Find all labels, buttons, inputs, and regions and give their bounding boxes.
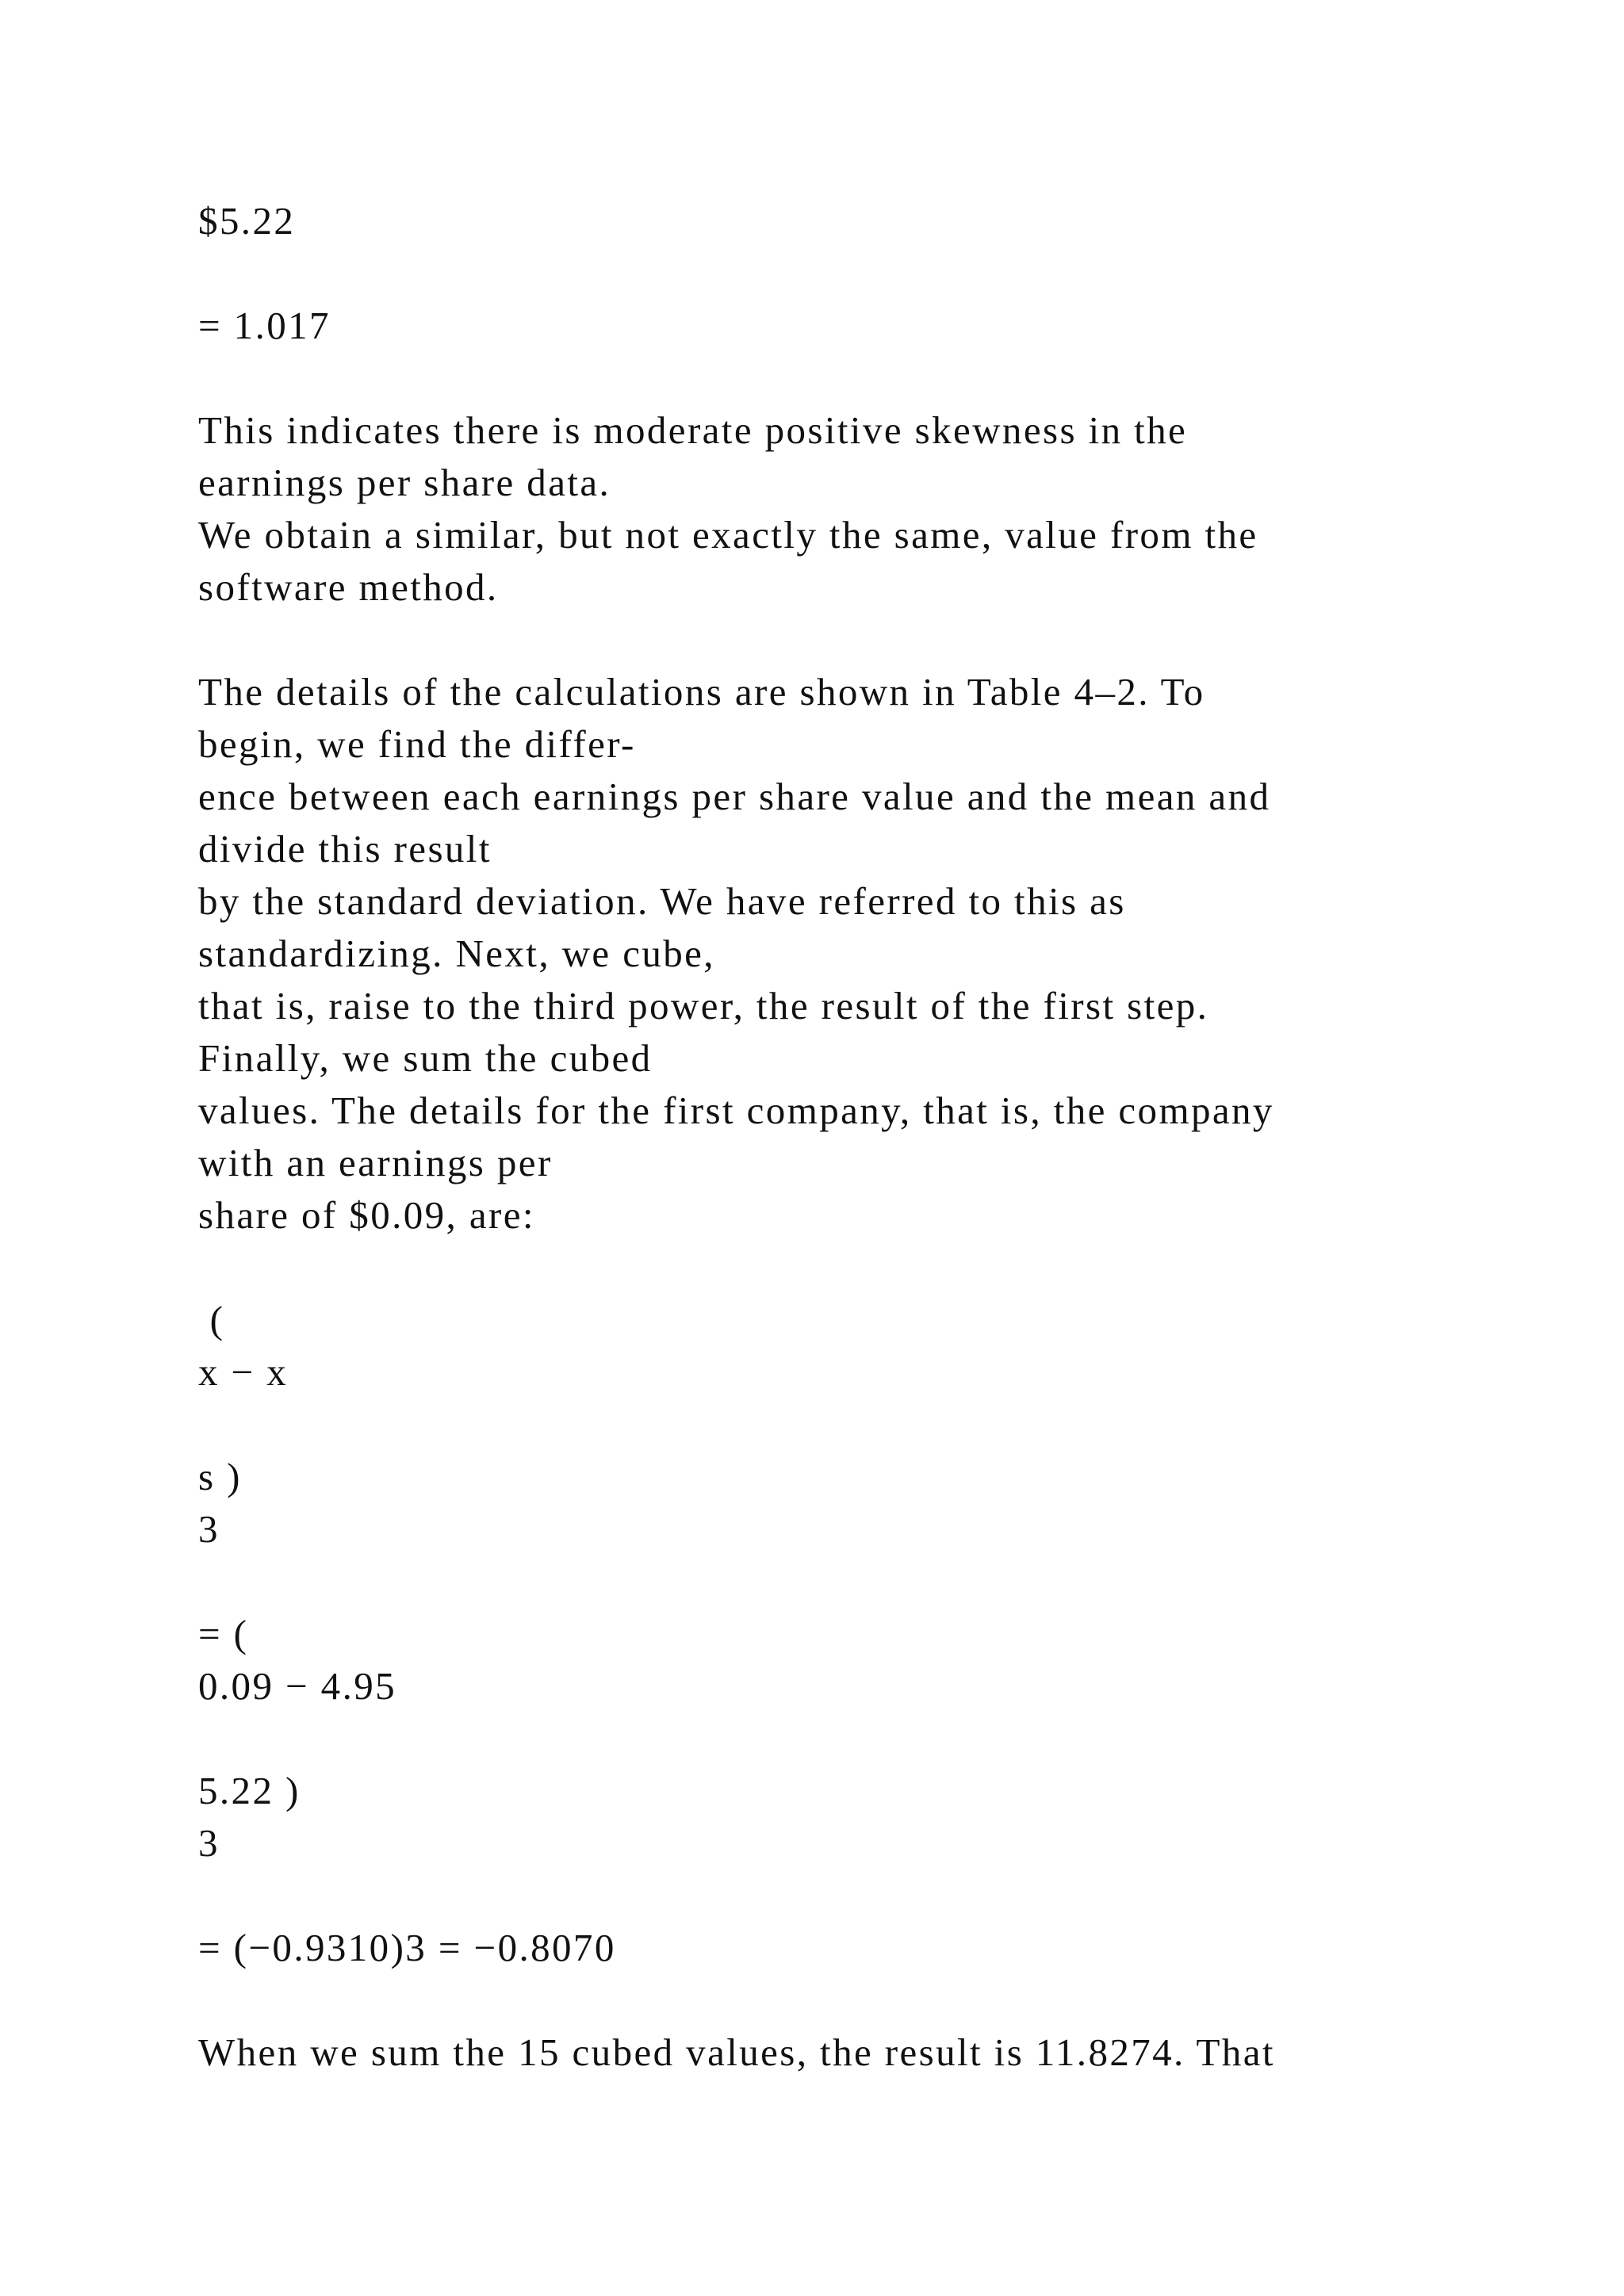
text-line: = 1.017 bbox=[198, 304, 331, 347]
formula-line: 5.22 ) bbox=[198, 1769, 301, 1812]
formula-line: 0.09 − 4.95 bbox=[198, 1664, 397, 1708]
formula-line: = ( bbox=[198, 1612, 249, 1655]
text-line: $5.22 bbox=[198, 199, 296, 243]
formula-line: 3 bbox=[198, 1507, 220, 1551]
text-line: begin, we find the differ- bbox=[198, 722, 636, 766]
text-line: Finally, we sum the cubed bbox=[198, 1036, 653, 1080]
formula-line: = (−0.9310)3 = −0.8070 bbox=[198, 1926, 616, 1969]
text-line: When we sum the 15 cubed values, the result is 11.8274. That bbox=[198, 2030, 1275, 2074]
text-line: divide this result bbox=[198, 827, 492, 871]
text-line: We obtain a similar, but not exactly the same, value from the bbox=[198, 513, 1258, 557]
text-line: share of $0.09, are: bbox=[198, 1193, 535, 1237]
formula-line: 3 bbox=[198, 1821, 220, 1865]
formula-line: ( bbox=[198, 1298, 225, 1341]
text-line: by the standard deviation. We have referred to this as bbox=[198, 879, 1126, 923]
text-line: The details of the calculations are shown in Table 4–2. To bbox=[198, 670, 1205, 714]
text-line: This indicates there is moderate positive skewness in the bbox=[198, 408, 1188, 452]
formula-line: x − x bbox=[198, 1350, 289, 1394]
text-line: that is, raise to the third power, the result of the first step. bbox=[198, 984, 1209, 1027]
text-line: earnings per share data. bbox=[198, 461, 611, 504]
text-line: with an earnings per bbox=[198, 1141, 553, 1184]
text-line: ence between each earnings per share value and the mean and bbox=[198, 775, 1271, 818]
text-line: values. The details for the first company, that is, the company bbox=[198, 1089, 1274, 1132]
text-line: standardizing. Next, we cube, bbox=[198, 932, 715, 975]
formula-line: s ) bbox=[198, 1455, 242, 1498]
text-line: software method. bbox=[198, 565, 499, 609]
